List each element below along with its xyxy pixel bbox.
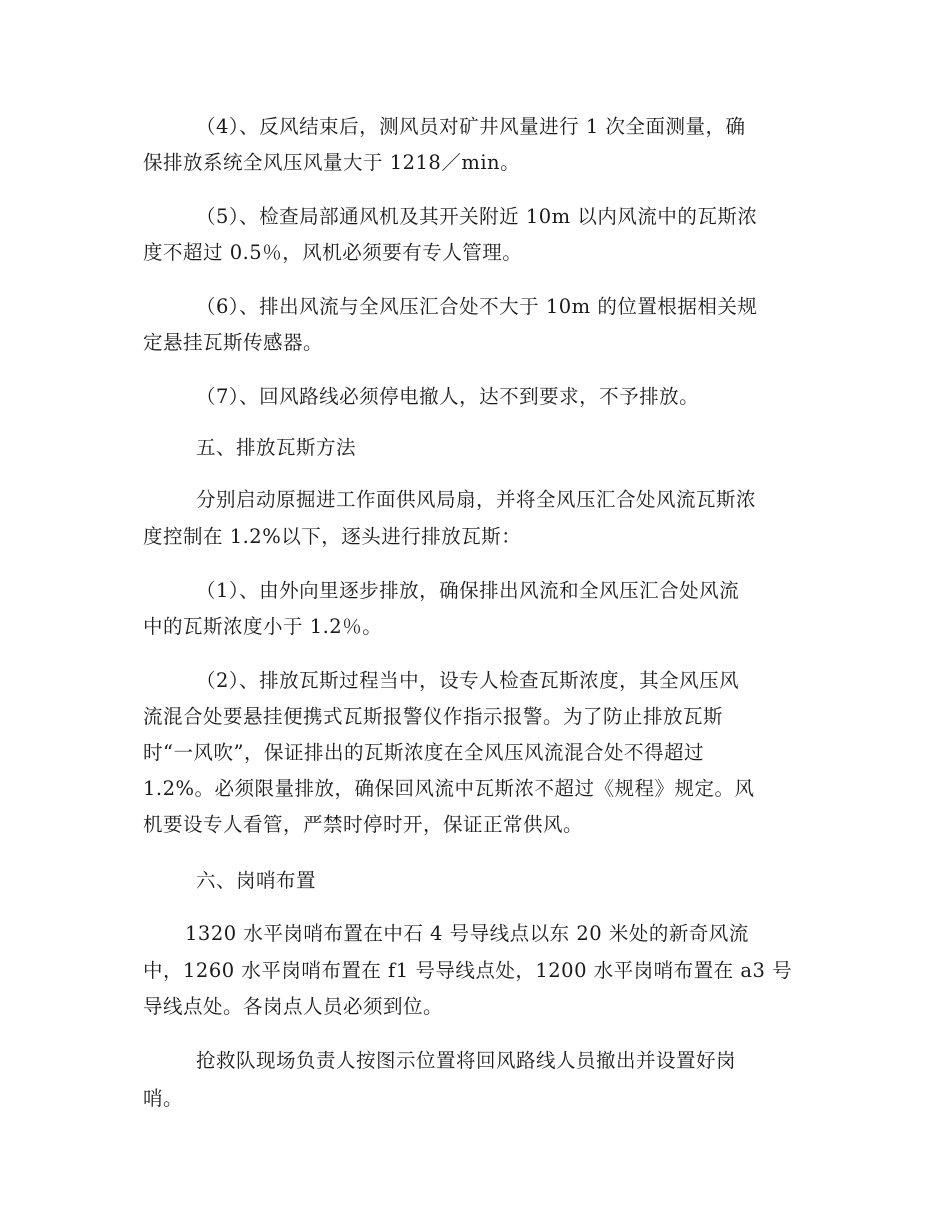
sentry-locations-line-3: 导线点处。各岗点人员必须到位。 <box>143 995 444 1018</box>
section-5-intro-line-1: 分别启动原掘进工作面供风局扇，并将全风压汇合处风流瓦斯浓 <box>196 488 757 511</box>
item-6-line-1: （6）、排出风流与全风压汇合处不大于 10m 的位置根据相关规 <box>196 295 758 318</box>
section-6-heading: 六、岗哨布置 <box>196 869 317 892</box>
method-2-line-3: 时“一风吹”，保证排出的瓦斯浓度在全风压风流混合处不得超过 <box>143 741 704 764</box>
item-4-line-2: 保排放系统全风压风量大于 1218／min。 <box>143 151 521 174</box>
section-5-heading: 五、排放瓦斯方法 <box>196 436 357 459</box>
rescue-team-line-1: 抢救队现场负责人按图示位置将回风路线人员撤出并设置好岗 <box>196 1049 737 1072</box>
method-2-line-4: 1.2%。必须限量排放，确保回风流中瓦斯浓不超过《规程》规定。风 <box>143 777 755 800</box>
method-2-line-2: 流混合处要悬挂便携式瓦斯报警仪作指示报警。为了防止排放瓦斯 <box>143 705 724 728</box>
sentry-locations-line-2: 中，1260 水平岗哨布置在 f1 号导线点处，1200 水平岗哨布置在 a3 号 <box>143 959 793 982</box>
item-7-line-1: （7）、回风路线必须停电撤人，达不到要求，不予排放。 <box>196 385 700 408</box>
item-4-line-1: （4）、反风结束后，测风员对矿井风量进行 1 次全面测量，确 <box>196 115 746 138</box>
item-5-line-1: （5）、检查局部通风机及其开关附近 10m 以内风流中的瓦斯浓 <box>196 205 758 228</box>
method-1-line-1: （1）、由外向里逐步排放，确保排出风流和全风压汇合处风流 <box>196 579 740 602</box>
method-1-line-2: 中的瓦斯浓度小于 1.2％。 <box>143 615 383 638</box>
method-2-line-1: （2）、排放瓦斯过程当中，设专人检查瓦斯浓度，其全风压风 <box>196 669 740 692</box>
sentry-locations-line-1: 1320 水平岗哨布置在中石 4 号导线点以东 20 米处的新奇风流 <box>185 922 749 945</box>
method-2-line-5: 机要设专人看管，严禁时停时开，保证正常供风。 <box>143 813 584 836</box>
item-5-line-2: 度不超过 0.5％，风机必须要有专人管理。 <box>143 241 523 264</box>
section-5-intro-line-2: 度控制在 1.2%以下，逐头进行排放瓦斯： <box>143 525 522 548</box>
rescue-team-line-2: 哨。 <box>143 1087 184 1110</box>
item-6-line-2: 定悬挂瓦斯传感器。 <box>143 331 324 354</box>
